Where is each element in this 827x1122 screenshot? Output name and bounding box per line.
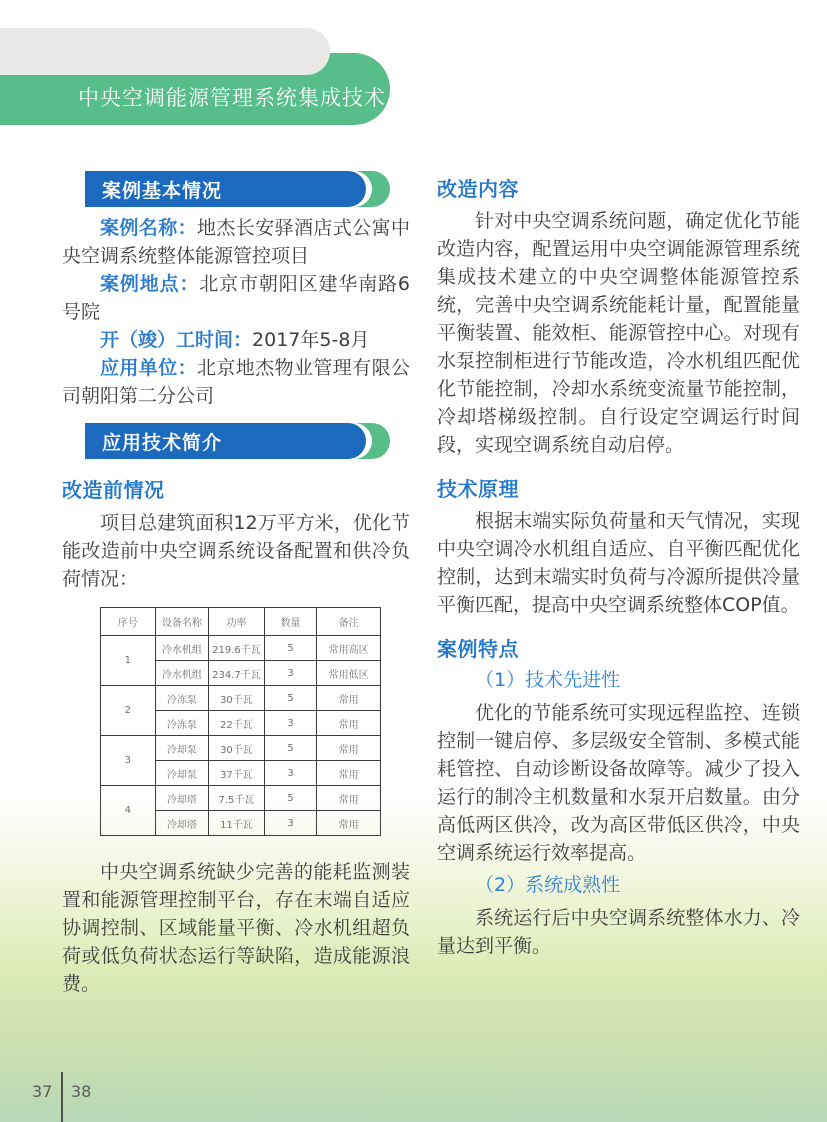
table-cell: 37千瓦 <box>209 761 265 786</box>
heading-tech-principle: 技术原理 <box>437 477 519 501</box>
table-cell: 常用 <box>317 736 381 761</box>
case-name-value: 地杰长安驿酒店式公寓中央空调系统整体能源管控项目 <box>62 217 410 267</box>
page-title: 中央空调能源管理系统集成技术 <box>78 86 386 110</box>
table-cell: 234.7千瓦 <box>209 661 265 686</box>
table-row <box>101 786 381 811</box>
case-location-row <box>62 270 410 326</box>
heading-retrofit-content: 改造内容 <box>437 177 519 201</box>
table-cell: 11千瓦 <box>209 811 265 836</box>
retrofit-content-para: 针对中央空调系统问题，确定优化节能改造内容，配置运用中央空调能源管理系统集成技术建立的中央空调整体能源管控系统，完善中央空调系统能耗计量，配置能量平衡装置、能效柜、能源管控中心。对现有水泵控制柜进行节能改造，冷水机组匹配优化节能控制，冷却水系统变流量节能控制，冷却塔梯级控制。自行设定空调运行时间段，实现空调系统自动启停。 <box>437 210 800 456</box>
table-cell: 冷冻泵 <box>155 711 209 736</box>
table-cell: 3 <box>264 761 317 786</box>
table-cell: 30千瓦 <box>209 736 265 761</box>
equipment-table-head <box>101 608 381 636</box>
before-retrofit-conclusion: 中央空调系统缺少完善的能耗监测装置和能源管理控制平台，存在末端自适应协调控制、区域能量平衡、冷水机组超负荷或低负荷状态运行等缺陷，造成能源浪费。 <box>62 861 410 995</box>
subheading-system-maturity: （2）系统成熟性 <box>475 874 621 896</box>
left-column <box>62 125 410 998</box>
case-time-label: 开（竣）工时间： <box>100 329 253 351</box>
tech-advanced-para: 优化的节能系统可实现远程监控、连锁控制一键启停、多层级安全管制、多模式能耗管控、自动诊断设备故障等。减少了投入运行的制冷主机数量和水泵开启数量。由分高低两区供冷，改为高区带低区供冷，中央空调系统运行效率提高。 <box>437 702 800 864</box>
page-number-right: 38 <box>71 1082 92 1101</box>
table-cell: 5 <box>264 636 317 661</box>
page-header <box>0 0 827 125</box>
case-time-value: 2017年5-8月 <box>252 329 370 351</box>
case-unit-value: 北京地杰物业管理有限公司朝阳第二分公司 <box>62 357 410 407</box>
table-cell: 冷却泵 <box>155 736 209 761</box>
table-header-row <box>101 608 381 636</box>
section-banner-tech-intro <box>85 423 410 459</box>
banner-label: 应用技术简介 <box>85 423 366 459</box>
case-name-label: 案例名称： <box>100 217 197 239</box>
table-cell: 冷水机组 <box>155 661 209 686</box>
subheading-tech-advanced: （1）技术先进性 <box>475 669 621 691</box>
page-footer <box>0 1056 200 1122</box>
col-header-device: 设备名称 <box>155 608 209 636</box>
table-cell: 22千瓦 <box>209 711 265 736</box>
page-number-divider <box>61 1072 63 1122</box>
table-cell: 常用高区 <box>317 636 381 661</box>
case-unit-label: 应用单位： <box>100 357 197 379</box>
table-cell: 5 <box>264 786 317 811</box>
table-cell: 常用 <box>317 786 381 811</box>
table-cell: 冷却泵 <box>155 761 209 786</box>
before-retrofit-intro: 项目总建筑面积12万平方米，优化节能改造前中央空调系统设备配置和供冷负荷情况： <box>62 512 410 590</box>
case-location-label: 案例地点： <box>100 273 200 295</box>
table-row <box>101 736 381 761</box>
table-cell: 冷却塔 <box>155 786 209 811</box>
content-columns <box>0 125 827 998</box>
heading-case-features: 案例特点 <box>437 637 519 661</box>
table-cell: 5 <box>264 736 317 761</box>
case-unit-row <box>62 354 410 410</box>
case-name-row <box>62 214 410 270</box>
col-header-power: 功率 <box>209 608 265 636</box>
table-cell: 冷冻泵 <box>155 686 209 711</box>
section-banner-case-basics <box>85 171 410 207</box>
table-cell: 3 <box>264 661 317 686</box>
col-header-note: 备注 <box>317 608 381 636</box>
banner-label: 案例基本情况 <box>85 171 366 207</box>
page-number-left: 37 <box>32 1082 53 1101</box>
equipment-table-body <box>101 636 381 836</box>
heading-before-retrofit: 改造前情况 <box>62 478 165 502</box>
table-cell: 219.6千瓦 <box>209 636 265 661</box>
table-cell: 5 <box>264 686 317 711</box>
header-grey-pill <box>0 28 330 75</box>
col-header-qty: 数量 <box>264 608 317 636</box>
case-info <box>62 214 410 410</box>
table-cell: 冷却塔 <box>155 811 209 836</box>
tech-principle-para: 根据末端实际负荷量和天气情况，实现中央空调冷水机组自适应、自平衡匹配优化控制，达到末端实时负荷与冷源所提供冷量平衡匹配，提高中央空调系统整体COP值。 <box>437 510 800 616</box>
table-cell: 冷水机组 <box>155 636 209 661</box>
table-cell: 30千瓦 <box>209 686 265 711</box>
table-row <box>101 686 381 711</box>
case-time-row <box>62 326 410 354</box>
table-cell-group-no: 3 <box>101 736 156 786</box>
table-cell: 7.5千瓦 <box>209 786 265 811</box>
right-column <box>437 125 800 998</box>
table-cell: 3 <box>264 711 317 736</box>
table-cell: 3 <box>264 811 317 836</box>
table-cell-group-no: 2 <box>101 686 156 736</box>
col-header-no: 序号 <box>101 608 156 636</box>
equipment-table <box>100 607 381 836</box>
table-cell: 常用 <box>317 811 381 836</box>
table-row <box>101 636 381 661</box>
table-cell-group-no: 1 <box>101 636 156 686</box>
system-maturity-para: 系统运行后中央空调系统整体水力、冷量达到平衡。 <box>437 907 800 957</box>
table-cell: 常用 <box>317 761 381 786</box>
table-cell: 常用 <box>317 686 381 711</box>
case-location-value: 北京市朝阳区建华南路6号院 <box>62 273 410 323</box>
table-cell: 常用 <box>317 711 381 736</box>
table-cell: 常用低区 <box>317 661 381 686</box>
table-cell-group-no: 4 <box>101 786 156 836</box>
